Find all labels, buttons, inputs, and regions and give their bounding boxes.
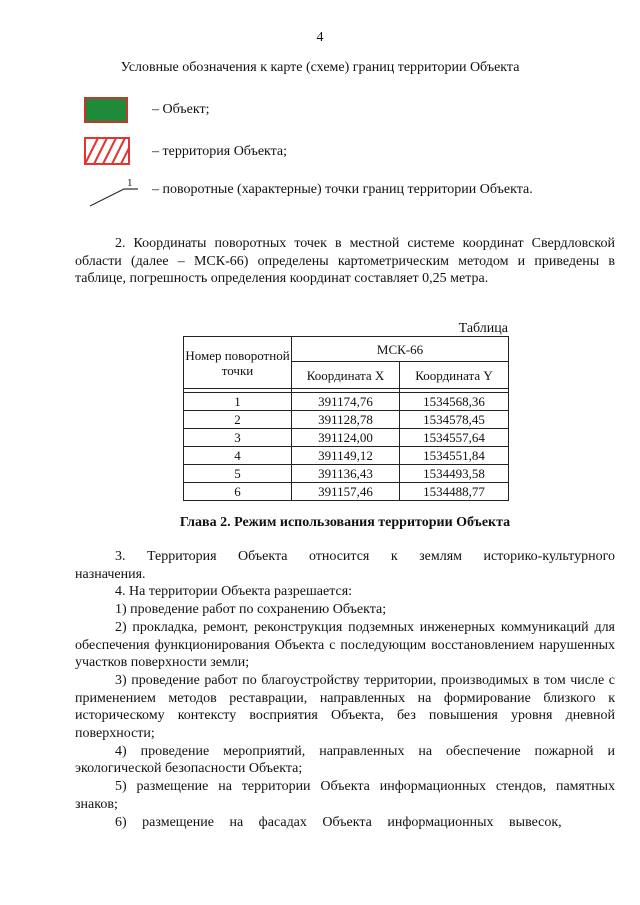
turning-point-symbol-icon (88, 176, 144, 210)
coordinate-x: 391149,12 (292, 447, 400, 465)
point-number: 6 (184, 483, 292, 501)
header-coordinate-y: Координата Y (400, 362, 509, 389)
table-row (184, 465, 509, 483)
paragraph: 5) размещение на территории Объекта информационных стендов, памятных знаков; (75, 779, 615, 812)
legend-label-territory: – территория Объекта; (152, 144, 288, 159)
paragraph: 3. Территория Объекта относится к землям историко-культурного назначения. (75, 549, 615, 582)
header-coordinate-x: Координата X (292, 362, 400, 389)
paragraph: 4. На территории Объекта разрешается: (115, 584, 353, 600)
territory-hatch-swatch (84, 137, 130, 165)
coordinate-y: 1534488,77 (400, 483, 509, 501)
coordinate-x: 391124,00 (292, 429, 400, 447)
point-number: 2 (184, 411, 292, 429)
paragraph: 6) размещение на фасадах Объекта информационных вывесок, (115, 814, 562, 830)
turning-point-symbol-label: 1 (127, 177, 133, 189)
table-row (184, 429, 509, 447)
coordinate-y: 1534578,45 (400, 411, 509, 429)
coordinate-y: 1534557,64 (400, 429, 509, 447)
point-number: 1 (184, 393, 292, 411)
coordinate-x: 391136,43 (292, 465, 400, 483)
table-caption: Таблица (458, 321, 508, 336)
chapter-body (75, 548, 615, 831)
legend-label-object: – Объект; (152, 102, 210, 117)
table-row (184, 393, 509, 411)
coordinates-paragraph: 2. Координаты поворотных точек в местной системе координат Свердловской области (далее – МСК-66) определены картометрическим методом и приведены в таблице, погрешность определения координат составляет 0,25 метра. (75, 236, 615, 286)
coordinate-y: 1534551,84 (400, 447, 509, 465)
header-point-number: Номер поворотной точки (184, 337, 292, 389)
paragraph: 4) проведение мероприятий, направленных на обеспечение пожарной и экологической безопасности Объекта; (75, 743, 615, 777)
paragraph: 1) проведение работ по сохранению Объекта; (115, 602, 387, 618)
table-row (184, 447, 509, 465)
table-row (184, 411, 509, 429)
page-number: 4 (316, 30, 324, 45)
object-legend-swatch (84, 97, 128, 123)
legend-label-turning-points: – поворотные (характерные) точки границ территории Объекта. (152, 182, 533, 197)
paragraph: 2) прокладка, ремонт, реконструкция подземных инженерных коммуникаций для обеспечения функционирования Объекта с последующим восстановлением нарушенных участков поверхности земли; (75, 619, 615, 671)
table-row (184, 483, 509, 501)
header-coordinate-system: МСК-66 (292, 337, 509, 362)
coordinate-x: 391157,46 (292, 483, 400, 501)
chapter-title: Глава 2. Режим использования территории Объекта (179, 515, 511, 530)
coordinate-x: 391128,78 (292, 411, 400, 429)
coordinates-table (183, 336, 509, 501)
point-number: 5 (184, 465, 292, 483)
point-number: 3 (184, 429, 292, 447)
paragraph: 3) проведение работ по благоустройству территории, производимых в том числе с применением методов реставрации, направленных на формирование близкого к историческому контексту восприятия Объекта, без повышения уровня дневной поверхности; (75, 672, 615, 742)
coordinate-y: 1534568,36 (400, 393, 509, 411)
coordinate-y: 1534493,58 (400, 465, 509, 483)
legend-title: Условные обозначения к карте (схеме) границ территории Объекта (120, 60, 520, 75)
coordinate-x: 391174,76 (292, 393, 400, 411)
point-number: 4 (184, 447, 292, 465)
